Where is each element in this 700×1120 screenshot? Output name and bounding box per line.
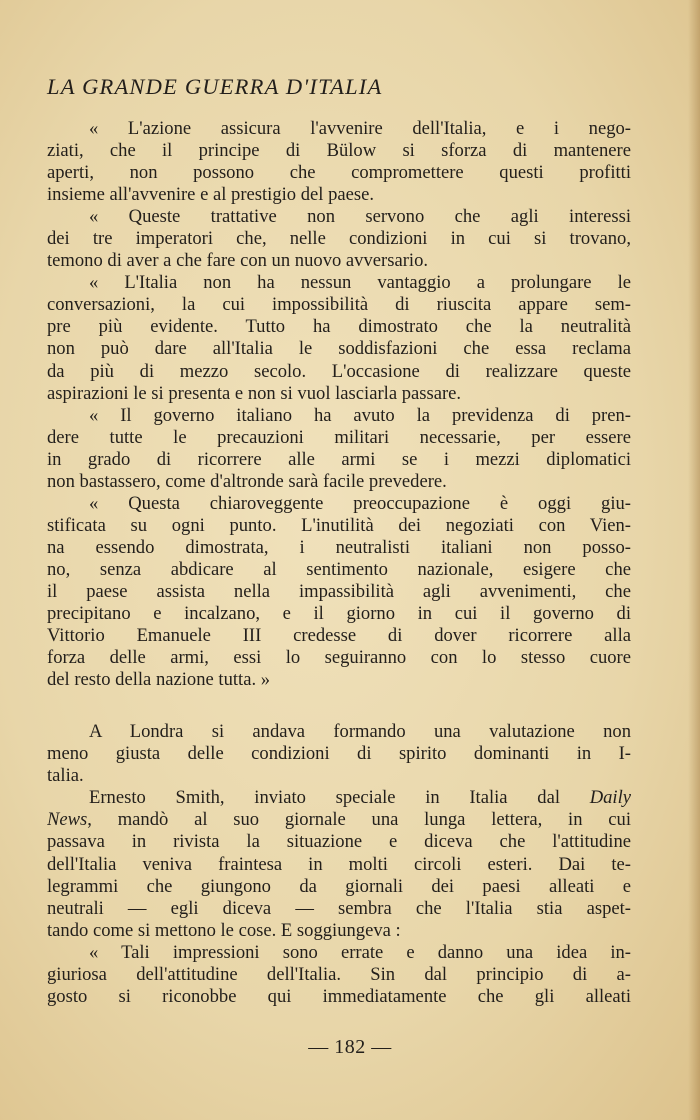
text-line — [47, 625, 631, 647]
text-run: Ernesto Smith, inviato speciale in Italia dal — [89, 787, 590, 809]
text-run: , mandò al suo giornale una lunga lettera, in cui — [87, 809, 631, 831]
text-line — [47, 743, 631, 765]
text-run: del resto della nazione tutta. » — [47, 669, 271, 691]
text-line — [47, 986, 631, 1008]
text-line — [47, 854, 631, 876]
text-line — [47, 765, 631, 787]
text-line — [47, 964, 631, 986]
text-line — [47, 898, 631, 920]
text-run: forza delle armi, essi lo seguiranno con lo stesso cuore — [47, 647, 631, 669]
text-line — [47, 876, 631, 898]
text-run: na essendo dimostrata, i neutralisti italiani non posso- — [47, 536, 631, 558]
text-line — [47, 493, 631, 515]
text-line — [47, 294, 631, 316]
text-run: neutrali — egli diceva — sembra che l'Italia stia aspet- — [47, 897, 631, 919]
text-run: A Londra si andava formando una valutazione non — [89, 721, 631, 743]
text-run: « Questa chiaroveggente preoccupazione è oggi giu- — [89, 492, 631, 514]
text-run: non bastassero, come d'altronde sarà facile prevedere. — [47, 470, 447, 492]
page-edge-shadow — [688, 0, 700, 1120]
text-run: il paese assista nella impassibilità agli avvenimenti, che — [47, 580, 631, 602]
text-run: dere tutte le precauzioni militari necessarie, per essere — [47, 426, 631, 448]
text-line — [47, 581, 631, 603]
text-line — [47, 471, 631, 493]
text-run: ziati, che il principe di Bülow si sforza di mantenere — [47, 140, 631, 162]
text-run: talia. — [47, 765, 84, 787]
text-line — [47, 942, 631, 964]
italic-run: News — [47, 809, 88, 831]
text-run: gosto si riconobbe qui immediatamente che gli alleati — [47, 985, 631, 1007]
text-run: giuriosa dell'attitudine dell'Italia. Sin dal principio di a- — [47, 963, 631, 985]
text-line — [47, 647, 631, 669]
text-run: da più di mezzo secolo. L'occasione di realizzare queste — [47, 360, 631, 382]
text-line — [47, 250, 631, 272]
text-line — [47, 427, 631, 449]
text-run: aspirazioni le si presenta e non si vuol lasciarla passare. — [47, 382, 462, 404]
text-run: no, senza abdicare al sentimento nazionale, esigere che — [47, 558, 631, 580]
text-run: stificata su ogni punto. L'inutilità dei negoziati con Vien- — [47, 514, 631, 536]
text-run: « L'azione assicura l'avvenire dell'Italia, e i nego- — [89, 118, 631, 139]
text-run: « Queste trattative non servono che agli interessi — [89, 206, 631, 228]
text-run: « Il governo italiano ha avuto la previdenza di pren- — [89, 404, 631, 426]
paragraph-gap — [47, 691, 631, 721]
text-line — [47, 228, 631, 250]
text-run: « L'Italia non ha nessun vantaggio a prolungare le — [89, 272, 631, 294]
text-line — [47, 449, 631, 471]
text-line — [47, 537, 631, 559]
text-line — [47, 787, 631, 809]
text-line — [47, 383, 631, 405]
text-line — [47, 184, 631, 206]
text-line — [47, 559, 631, 581]
text-run: tando come si mettono le cose. E soggiungeva : — [47, 919, 401, 941]
text-line — [47, 920, 631, 942]
text-line — [47, 669, 631, 691]
text-run: Vittorio Emanuele III credesse di dover ricorrere alla — [47, 625, 631, 647]
text-line — [47, 140, 631, 162]
text-run: insieme all'avvenire e al prestigio del paese. — [47, 184, 375, 206]
text-line — [47, 162, 631, 184]
text-run: meno giusta delle condizioni di spirito dominanti in I- — [47, 743, 631, 765]
text-run: pre più evidente. Tutto ha dimostrato che la neutralità — [47, 316, 631, 338]
text-run: conversazioni, la cui impossibilità di riuscita appare sem- — [47, 294, 631, 316]
text-run: aperti, non possono che compromettere questi profitti — [47, 162, 631, 184]
text-run: temono di aver a che fare con un nuovo avversario. — [47, 250, 429, 272]
text-line — [47, 338, 631, 360]
text-line — [47, 361, 631, 383]
text-run: legrammi che giungono da giornali dei paesi alleati e — [47, 875, 631, 897]
text-run: in grado di ricorrere alle armi se i mezzi diplomatici — [47, 448, 631, 470]
text-line — [47, 405, 631, 427]
text-line — [47, 721, 631, 743]
text-line — [47, 206, 631, 228]
page-number: — 182 — — [308, 1036, 392, 1058]
text-run: passava in rivista la situazione e diceva che l'attitudine — [47, 831, 631, 853]
running-header: LA GRANDE GUERRA D'ITALIA — [47, 74, 383, 99]
italic-run: Daily — [589, 787, 631, 809]
body-text — [47, 118, 631, 1008]
text-run: dei tre imperatori che, nelle condizioni in cui si trovano, — [47, 228, 631, 250]
text-line — [47, 515, 631, 537]
text-run: precipitano e incalzano, e il giorno in cui il governo di — [47, 603, 631, 625]
text-run: non può dare all'Italia le soddisfazioni che essa reclama — [47, 338, 631, 360]
text-line — [47, 603, 631, 625]
text-line — [47, 272, 631, 294]
text-line — [47, 118, 631, 140]
text-line — [47, 831, 631, 853]
text-line — [47, 809, 631, 831]
text-run: dell'Italia veniva fraintesa in molti circoli esteri. Dai te- — [47, 853, 631, 875]
text-line — [47, 316, 631, 338]
text-run: « Tali impressioni sono errate e danno una idea in- — [89, 941, 631, 963]
